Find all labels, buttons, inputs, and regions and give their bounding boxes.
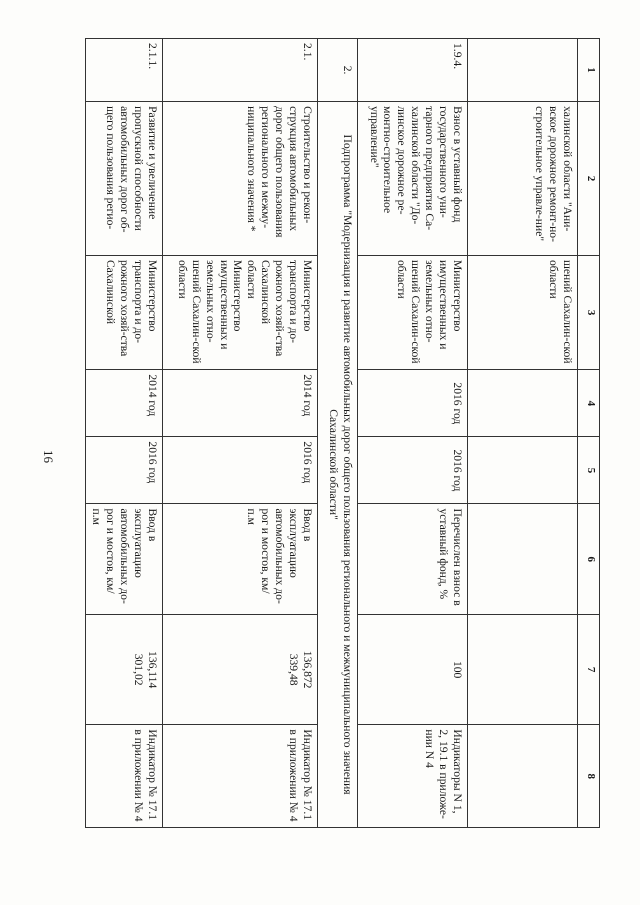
- cell-result: Ввод в эксплуатацию автомобильных до-рог и мостов, км/ п.м: [163, 504, 318, 614]
- value-pm: 301,02: [132, 653, 146, 686]
- header-cell-2: 2: [578, 102, 600, 256]
- value-km: 136,872: [301, 650, 314, 689]
- cell-name: Развитие и увеличение пропускной способности автомобильных дорог об-щего пользования регио-: [86, 102, 163, 256]
- cell-end-year: 2016 год: [86, 437, 163, 504]
- cell-name: халинской области "Ани-вское дорожное ремонт-но-строительное управле-ние": [468, 102, 578, 256]
- cell-indicator: Индикатор № 17.1 в приложении № 4: [86, 725, 163, 828]
- table-row-2-1: [163, 39, 318, 828]
- cell-result: Перечислен взнос в уставный фонд, %: [358, 504, 468, 614]
- cell-indicator: Индикатор № 17.1 в приложении № 4: [163, 725, 318, 828]
- table-row-subprogram: [318, 39, 358, 828]
- cell-executor: Министерство транспорта и до-рожного хозяй-ства Сахалинской области Министерство имущественных и земельных отно-шений Сахалин-ской области: [163, 255, 318, 369]
- header-cell-1: 1: [578, 39, 600, 102]
- cell-indicator: Индикаторы N 1, 2, 19.1 в приложе-нии N 4: [358, 725, 468, 828]
- cell-end-year: 2016 год: [358, 437, 468, 504]
- rotated-table-wrapper: [90, 38, 600, 828]
- cell-indicator: [468, 725, 578, 828]
- cell-value: 100: [358, 614, 468, 724]
- cell-value: [86, 614, 163, 724]
- cell-value: [468, 614, 578, 724]
- subprogram-title: Подпрограмма "Модернизация и развитие автомобильных дорог общего пользования регионального и межмуниципального значения Сахалинской области": [318, 102, 358, 828]
- cell-number: 2.: [318, 39, 358, 102]
- table-row-continuation: [468, 39, 578, 828]
- cell-executor: Министерство имущественных и земельных отно-шений Сахалин-ской области: [358, 255, 468, 369]
- table-row-2-1-1: [86, 39, 163, 828]
- cell-start-year: [468, 370, 578, 437]
- cell-name: Взнос в уставный фонд государственного уни-тарного предприятия Са-халинской области "До-линское дорожное ре-монтно-строительное управление": [358, 102, 468, 256]
- data-table: [85, 38, 600, 828]
- cell-end-year: [468, 437, 578, 504]
- cell-end-year: 2016 год: [163, 437, 318, 504]
- value-pm: 339,48: [287, 653, 301, 686]
- table-row-1-9-4: [358, 39, 468, 828]
- cell-executor: Министерство транспорта и до-рожного хозяй-ства Сахалинской: [86, 255, 163, 369]
- cell-start-year: 2014 год: [86, 370, 163, 437]
- cell-number: 1.9.4.: [358, 39, 468, 102]
- header-cell-4: 4: [578, 370, 600, 437]
- page-number: 16: [41, 450, 56, 463]
- cell-start-year: 2016 год: [358, 370, 468, 437]
- header-cell-8: 8: [578, 725, 600, 828]
- cell-result: Ввод в эксплуатацию автомобильных до-рог и мостов, км/ п.м: [86, 504, 163, 614]
- value-km: 136,114: [146, 651, 159, 689]
- cell-number: [468, 39, 578, 102]
- cell-name: Строительство и рекон-струкция автомобильных дорог общего пользования регионального и межму-ниципального значения *: [163, 102, 318, 256]
- cell-number: 2.1.: [163, 39, 318, 102]
- cell-result: [468, 504, 578, 614]
- header-row: [578, 39, 600, 828]
- header-cell-5: 5: [578, 437, 600, 504]
- cell-value: [163, 614, 318, 724]
- cell-number: 2.1.1.: [86, 39, 163, 102]
- header-cell-7: 7: [578, 614, 600, 724]
- header-cell-3: 3: [578, 255, 600, 369]
- cell-executor: шений Сахалин-ской области: [468, 255, 578, 369]
- cell-start-year: 2014 год: [163, 370, 318, 437]
- header-cell-6: 6: [578, 504, 600, 614]
